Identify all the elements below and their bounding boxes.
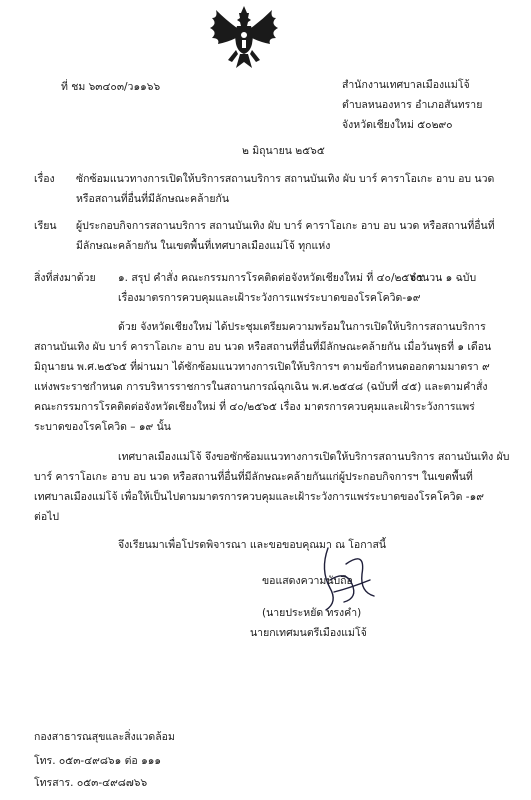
signer-name: (นายประหยัด ทรงคำ) xyxy=(262,607,362,619)
recipient-text: มีลักษณะคล้ายกัน ในเขตพื้นที่เทศบาลเมืองแม่โจ้ ทุกแห่ง xyxy=(76,240,331,252)
signature-regards: ขอแสดงความนับถือ xyxy=(262,575,353,587)
body-text-line: มิถุนายน พ.ศ.๒๕๖๕ ที่ผ่านมา ได้ซักซ้อมแนวทางการเปิดให้บริการฯ ตามข้อกำหนดออกตามมาตรา ๙ xyxy=(34,361,490,373)
document-date: ๒ มิถุนายน ๒๕๖๕ xyxy=(242,145,325,157)
office-name: สำนักงานเทศบาลเมืองแม่โจ้ xyxy=(342,79,470,91)
enclosure-label: สิ่งที่ส่งมาด้วย xyxy=(34,272,96,284)
body-text-line: แห่งพระราชกำหนด การบริหารราชการในสถานการณ์ฉุกเฉิน พ.ศ.๒๕๔๘ (ฉบับที่ ๔๕) และตามคำสั่ง xyxy=(34,381,488,393)
office-address-line: ตำบลหนองหาร อำเภอสันทราย xyxy=(342,99,483,111)
body-text-line: ต่อไป xyxy=(34,511,60,523)
subject-text: ซักซ้อมแนวทางการเปิดให้บริการสถานบริการ สถานบันเทิง ผับ บาร์ คาราโอเกะ อาบ อบ นวด xyxy=(76,173,495,185)
enclosure-item-detail: เรื่องมาตรการควบคุมและเฝ้าระวังการแพร่ระบาดของโรคโควิด-๑๙ xyxy=(118,292,421,304)
footer-fax: โทรสาร. ๐๕๓-๔๙๘๗๖๖ xyxy=(34,777,148,789)
garuda-emblem-icon xyxy=(206,4,282,70)
recipient-text: ผู้ประกอบกิจการสถานบริการ สถานบันเทิง ผับ บาร์ คาราโอเกะ อาบ อบ นวด หรือสถานที่อื่นที่ xyxy=(76,220,495,232)
body-text-line: ระบาดของโรคโควิด – ๑๙ นั้น xyxy=(34,421,171,433)
closing-text: จึงเรียนมาเพื่อโปรดพิจารณา และขอขอบคุณมา ณ โอกาสนี้ xyxy=(118,539,387,551)
enclosure-quantity: จำนวน ๑ ฉบับ xyxy=(410,272,477,284)
subject-text: หรือสถานที่อื่นที่มีลักษณะคล้ายกัน xyxy=(76,193,230,205)
body-text-line: เทศบาลเมืองแม่โจ้ เพื่อให้เป็นไปตามมาตรการควบคุมและเฝ้าระวังการแพร่ระบาดของโรคโควิด -๑๙ xyxy=(34,491,484,503)
body-text-line: ด้วย จังหวัดเชียงใหม่ ได้ประชุมเตรียมความพร้อมในการเปิดให้บริการสถานบริการ xyxy=(118,321,486,333)
body-text-line: บาร์ คาราโอเกะ อาบ อบ นวด หรือสถานที่อื่นที่มีลักษณะคล้ายกันแก่ผู้ประกอบกิจการฯ ในเขตพื้นที่ xyxy=(34,471,473,483)
body-text-line: เทศบาลเมืองแม่โจ้ จึงขอซักซ้อมแนวทางการเปิดให้บริการสถานบริการ สถานบันเทิง ผับ xyxy=(118,451,510,463)
footer-division: กองสาธารณสุขและสิ่งแวดล้อม xyxy=(34,731,175,743)
document-number: ที่ ชม ๖๓๔๐๓/ว๑๑๖๖ xyxy=(61,81,161,93)
recipient-label: เรียน xyxy=(34,220,57,232)
enclosure-item: ๑. สรุป คำสั่ง คณะกรรมการโรคติดต่อจังหวัดเชียงใหม่ ที่ ๔๐/๒๕๖๕ xyxy=(118,272,424,284)
signer-position: นายกเทศมนตรีเมืองแม่โจ้ xyxy=(250,627,367,639)
body-text-line: คณะกรรมการโรคติดต่อจังหวัดเชียงใหม่ ที่ ๔๐/๒๕๖๕ เรื่อง มาตรการควบคุมและเฝ้าระวังการแพร่ xyxy=(34,401,475,413)
body-text-line: สถานบันเทิง ผับ บาร์ คาราโอเกะ อาบ อบ นวด หรือสถานที่อื่นที่มีลักษณะคล้ายกัน เมื่อวันพุธที่ ๑ เดือน xyxy=(34,341,492,353)
subject-label: เรื่อง xyxy=(34,173,55,185)
footer-phone: โทร. ๐๕๓-๔๙๘๖๑ ต่อ ๑๑๑ xyxy=(34,755,162,767)
office-address-line: จังหวัดเชียงใหม่ ๕๐๒๙๐ xyxy=(342,119,453,131)
